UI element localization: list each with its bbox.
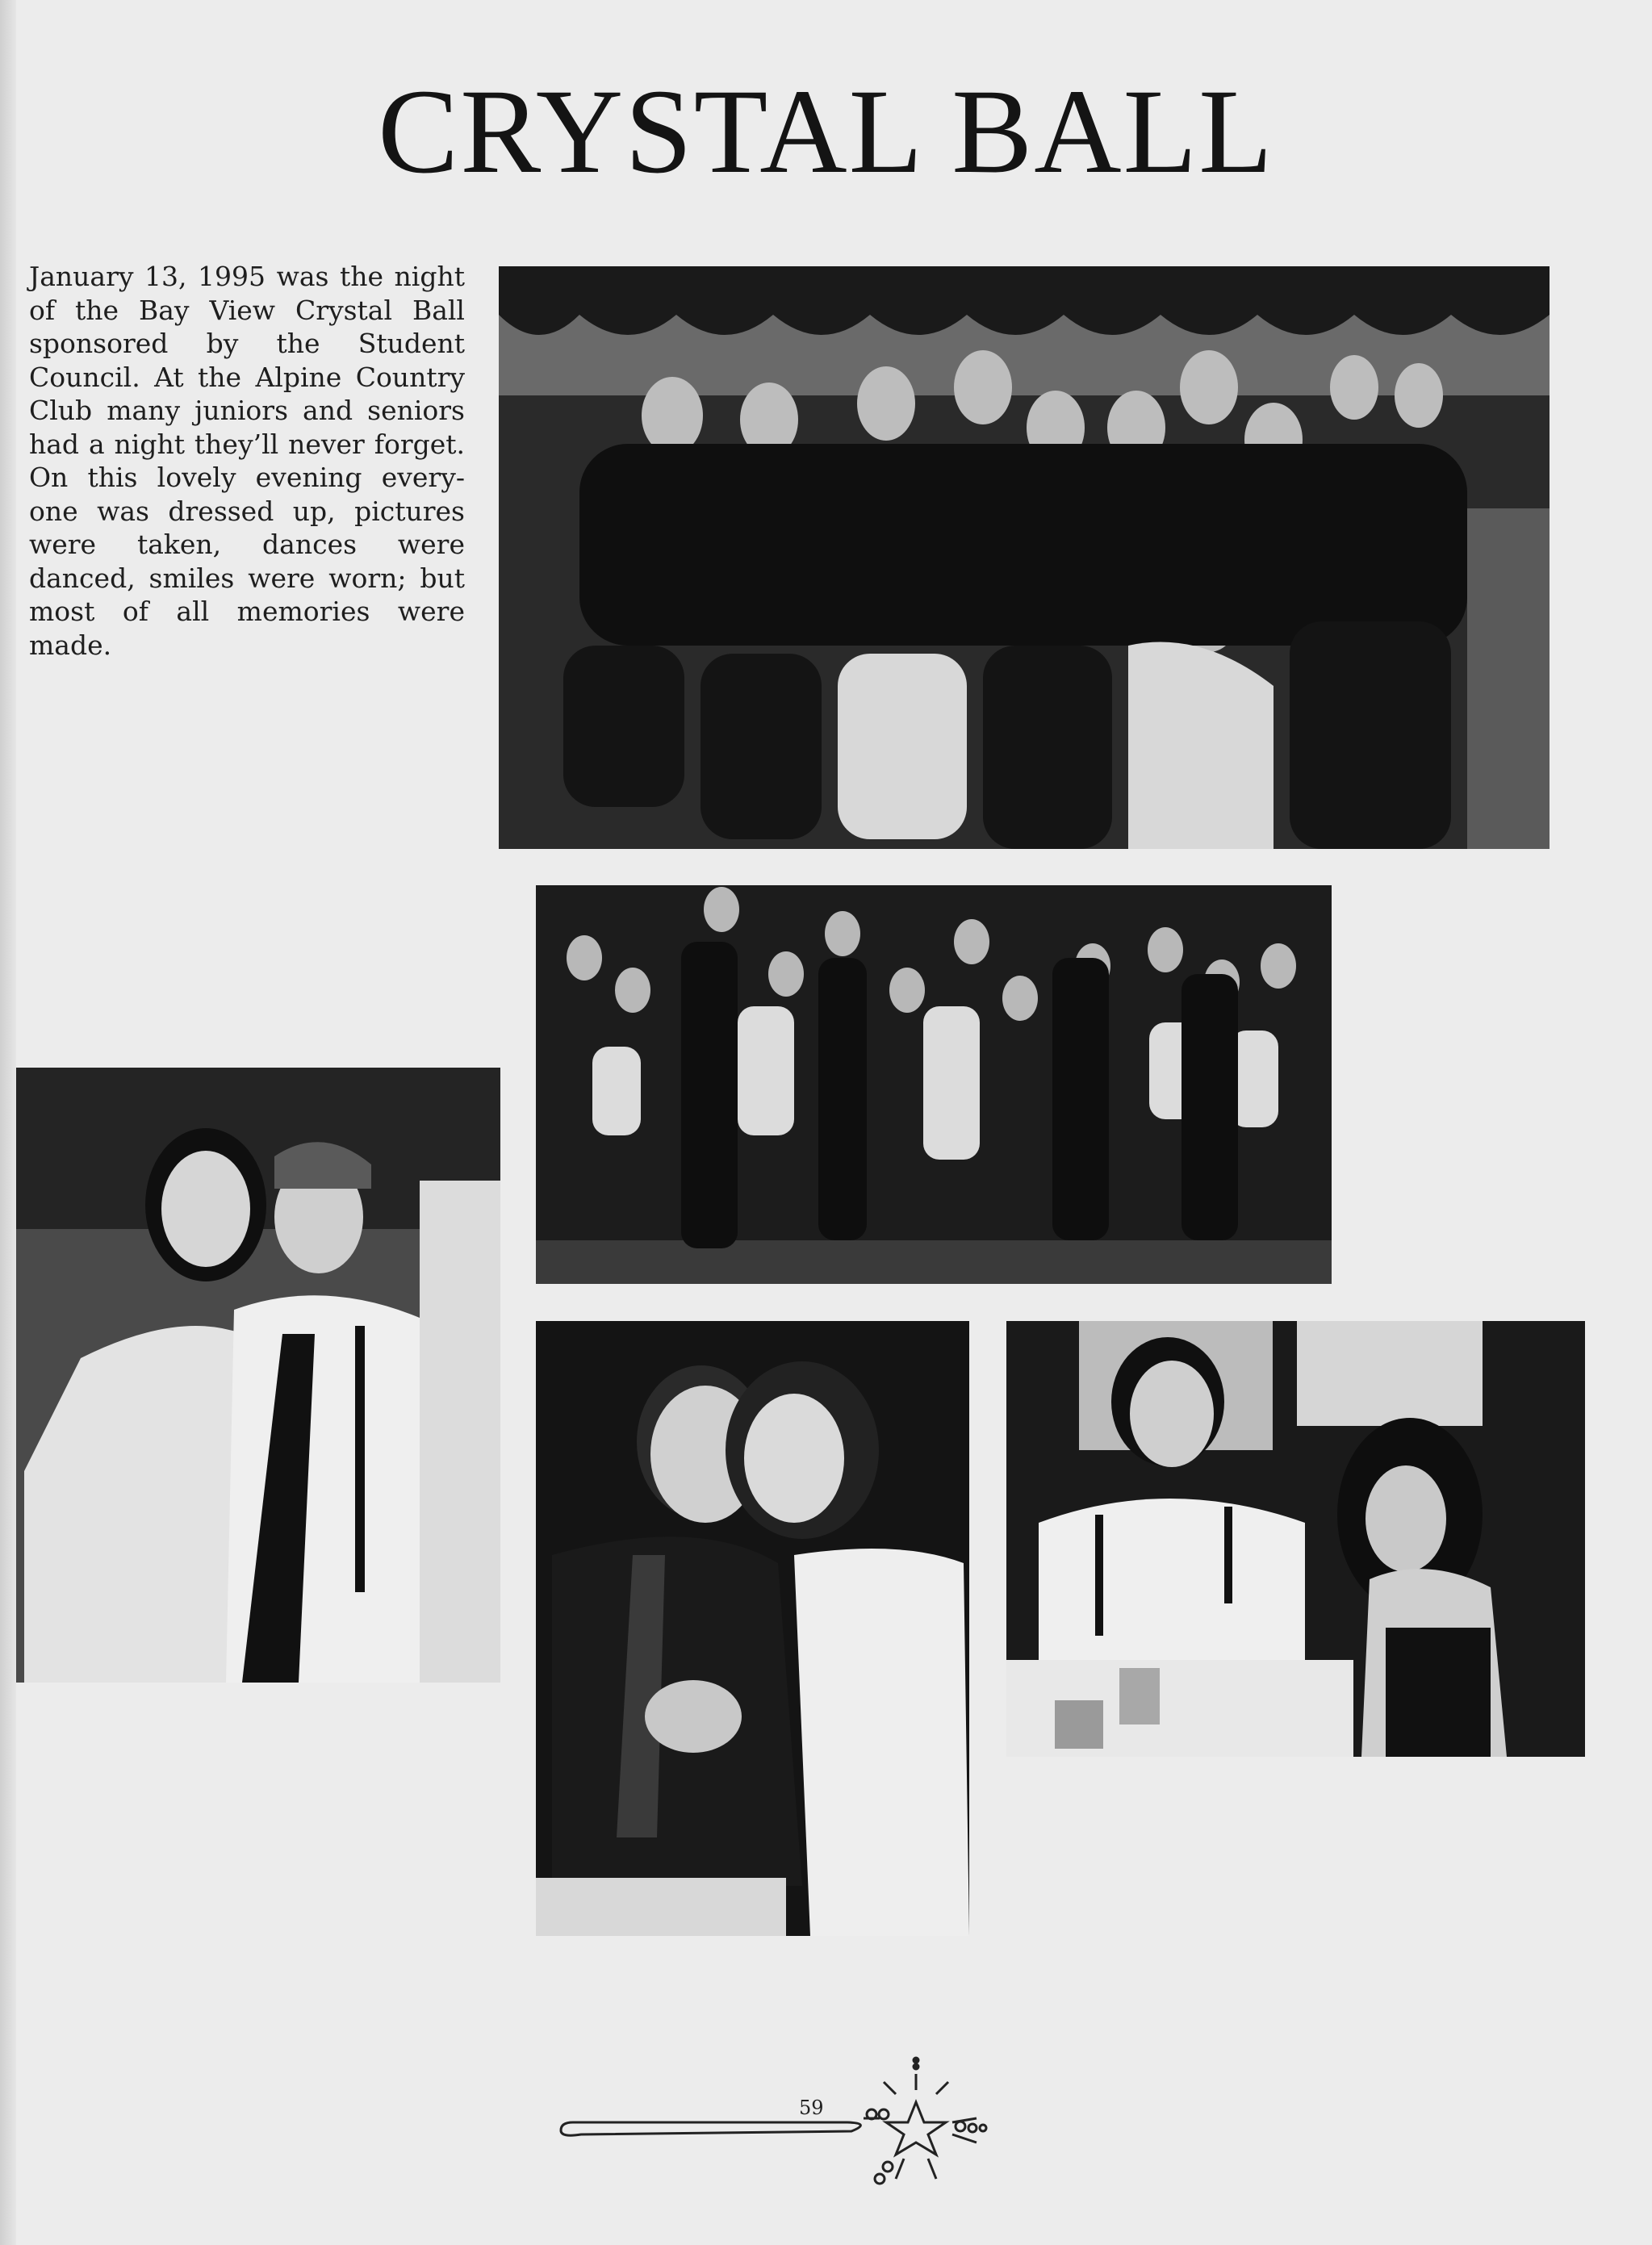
couple-photo-table [1006, 1321, 1585, 1757]
couple-photo-left [16, 1068, 500, 1683]
shooting-star-ornament [557, 2054, 1009, 2191]
article-body: January 13, 1995 was the night of the Bay View Crystal Ball sponsored by the Student Council. At the Alpine Country Club many juniors and seniors had a night they’ll never forget. On this lovely evening every-one was dressed up, pictures were taken, dances were danced, smiles were worn; but most of all memories were made. [29, 261, 465, 661]
group-photo-couples [536, 885, 1332, 1284]
page-spine-shadow [0, 0, 16, 2245]
page-title: CRYSTAL BALL [378, 65, 1274, 199]
group-photo-girls [499, 266, 1550, 849]
couple-photo-center [536, 1321, 969, 1936]
page-number: 59 [799, 2097, 824, 2119]
